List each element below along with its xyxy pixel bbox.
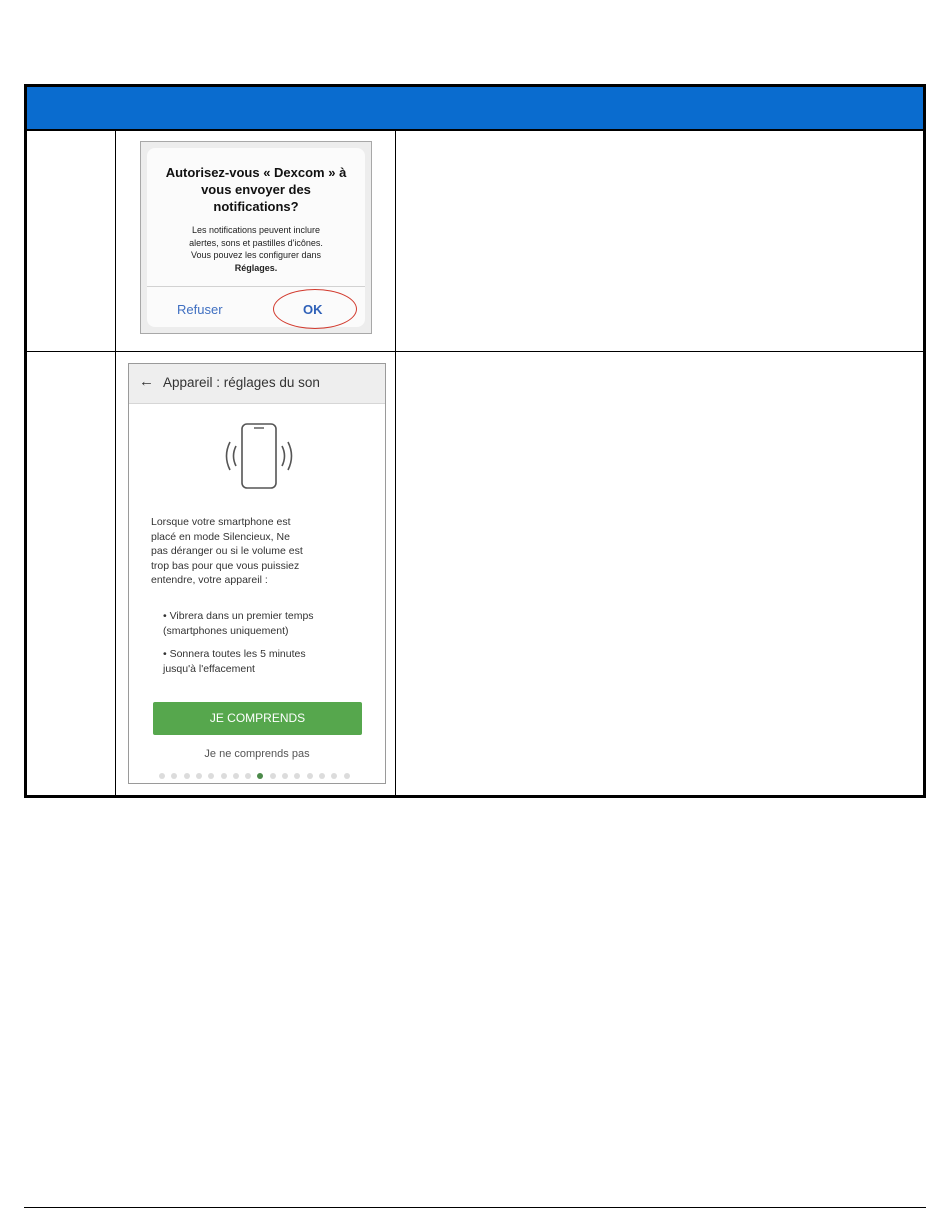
understand-button[interactable]: JE COMPRENDS (153, 702, 362, 735)
dialog-message-line: alertes, sons et pastilles d'icônes. (189, 237, 323, 248)
screen-title: Appareil : réglages du son (163, 375, 320, 390)
vibrating-phone-icon (219, 422, 299, 492)
page-dot (319, 773, 325, 779)
page-dot (184, 773, 190, 779)
dialog-title (157, 164, 355, 215)
page-dot (221, 773, 227, 779)
page-dot (294, 773, 300, 779)
page-dot (233, 773, 239, 779)
footer-rule (24, 1207, 926, 1208)
description-line: entendre, votre appareil : (151, 574, 268, 587)
dialog-message-line: Réglages. (234, 262, 278, 273)
page-dot (344, 773, 350, 779)
dialog-title-line: notifications? (213, 199, 299, 214)
permission-dialog (147, 148, 365, 327)
column-divider-1 (115, 131, 116, 795)
description-line: trop bas pour que vous puissiez (151, 559, 300, 572)
dialog-message (163, 224, 349, 274)
dont-understand-link[interactable]: Je ne comprends pas (204, 748, 310, 760)
page-dot (282, 773, 288, 779)
dialog-message-line: Les notifications peuvent inclure (191, 225, 321, 235)
description-line: Lorsque votre smartphone est (151, 516, 291, 528)
page-dot (270, 773, 276, 779)
dialog-title-line: vous envoyer des (201, 182, 311, 197)
notification-permission-screenshot (140, 141, 372, 334)
bullet-ring (163, 647, 371, 676)
dialog-title-line: Autorisez-vous « Dexcom » à (165, 165, 347, 180)
sound-settings-screenshot (128, 363, 386, 784)
page-dot-active (257, 773, 263, 779)
row-divider (27, 351, 923, 352)
dialog-message-line: Vous pouvez les configurer dans (190, 250, 322, 260)
back-arrow-icon[interactable]: ← (139, 373, 154, 390)
page-dot (171, 773, 177, 779)
column-divider-2 (395, 131, 396, 795)
description-line: placé en mode Silencieux, Ne (151, 530, 290, 543)
bullet-line: jusqu'à l'effacement (163, 662, 255, 675)
bullet-line: • Sonnera toutes les 5 minutes (163, 648, 306, 660)
description-line: pas déranger ou si le volume est (151, 545, 303, 558)
page-dot (159, 773, 165, 779)
page-dot (245, 773, 251, 779)
bullet-vibrate (163, 609, 371, 638)
dialog-button-divider (147, 286, 365, 287)
content-table (24, 84, 926, 798)
page-dot (307, 773, 313, 779)
table-header-bar (27, 87, 923, 131)
refuse-button[interactable]: Refuser (177, 302, 223, 317)
page-dot (331, 773, 337, 779)
bullet-line: (smartphones uniquement) (163, 624, 289, 637)
page-dot (208, 773, 214, 779)
ok-button[interactable]: OK (303, 302, 323, 317)
page-dot (196, 773, 202, 779)
app-bar (129, 364, 385, 404)
description-text (151, 515, 369, 588)
bullet-line: • Vibrera dans un premier temps (163, 610, 314, 622)
